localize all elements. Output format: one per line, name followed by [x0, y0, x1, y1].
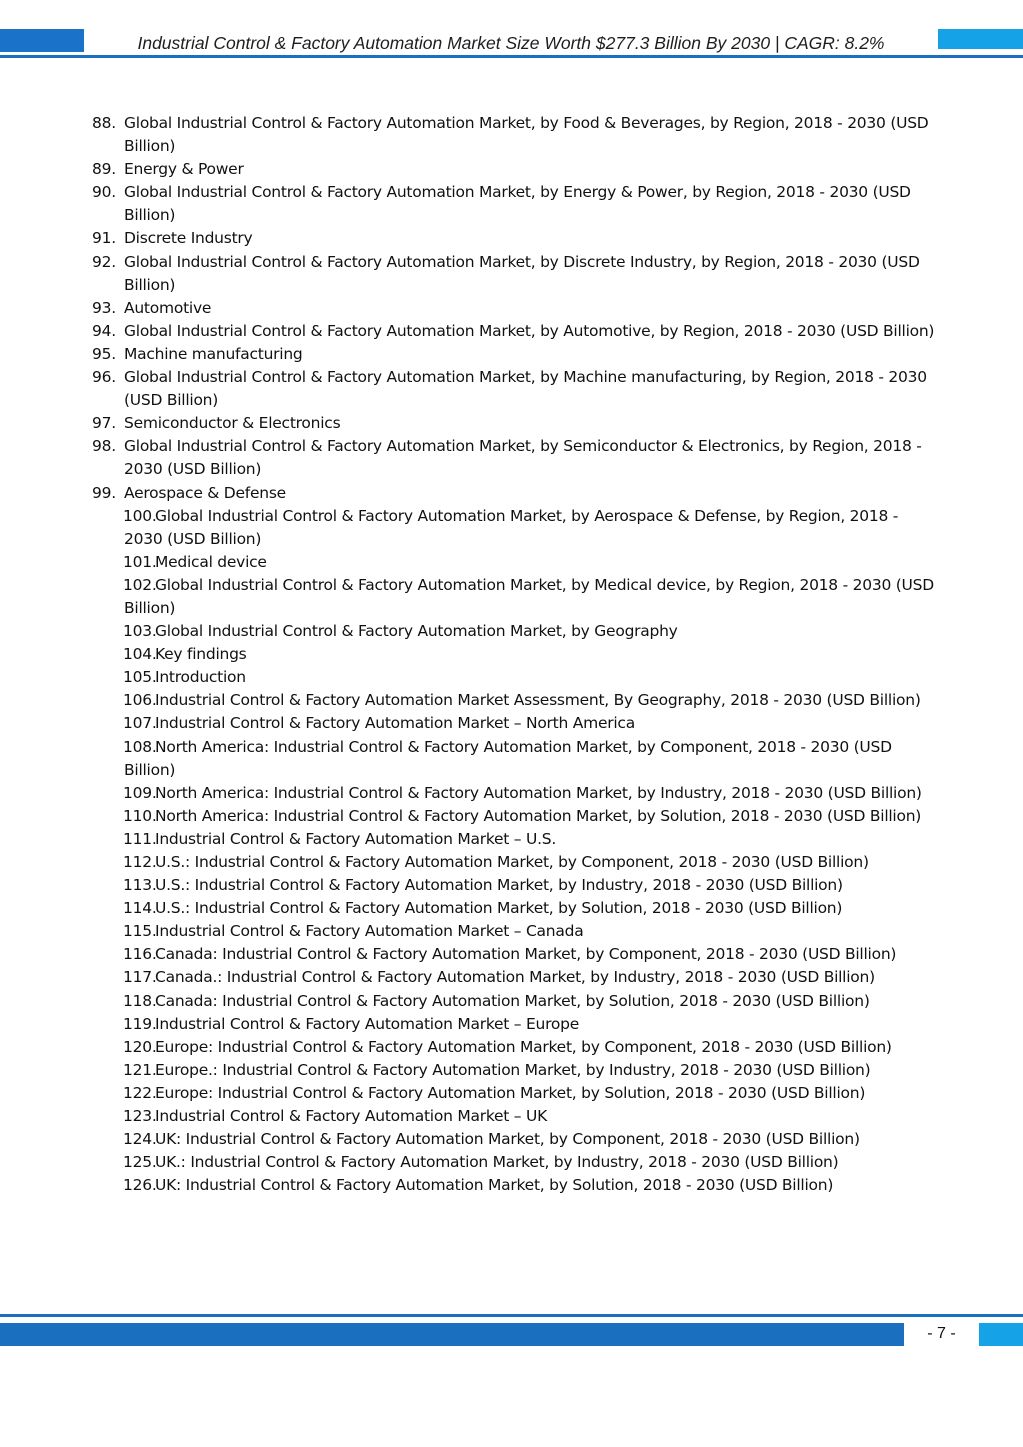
toc-item [92, 620, 937, 643]
toc-item-number: 111. [123, 829, 157, 848]
toc-item [92, 990, 937, 1013]
table-of-contents-list [92, 112, 937, 1197]
toc-item [92, 1128, 937, 1151]
toc-item-number: 108. [123, 737, 157, 756]
toc-item-number: 93. [92, 298, 116, 317]
toc-item-text: Canada: Industrial Control & Factory Automation Market, by Component, 2018 - 2030 (USD Billion) [155, 945, 897, 964]
toc-item-number: 120. [123, 1037, 157, 1056]
toc-item [92, 574, 937, 620]
toc-item-number: 126. [123, 1176, 157, 1195]
toc-item-number: 92. [92, 252, 116, 271]
toc-item-text: U.S.: Industrial Control & Factory Automation Market, by Solution, 2018 - 2030 (USD Billion) [155, 899, 843, 918]
toc-item-text: Energy & Power [124, 160, 244, 179]
toc-item-number: 104. [123, 645, 157, 664]
toc-item [92, 482, 937, 505]
toc-item-text: U.S.: Industrial Control & Factory Automation Market, by Component, 2018 - 2030 (USD Billion) [155, 853, 869, 871]
toc-item [92, 805, 937, 828]
footer-rule [0, 1314, 1023, 1317]
toc-item [92, 343, 937, 366]
toc-item [92, 1105, 937, 1128]
toc-item-number: 116. [123, 945, 157, 964]
toc-item [92, 551, 937, 574]
toc-item-number: 89. [92, 160, 116, 179]
toc-item [92, 1151, 937, 1174]
toc-item-text: Canada: Industrial Control & Factory Automation Market, by Solution, 2018 - 2030 (USD Billion) [155, 991, 870, 1010]
toc-item-number: 94. [92, 321, 116, 340]
toc-item-text: U.S.: Industrial Control & Factory Automation Market, by Industry, 2018 - 2030 (USD Billion) [155, 876, 843, 895]
toc-item-text: Global Industrial Control & Factory Automation Market, by Semiconductor & Electronics, by Region, 2018 - 2030 (USD Billion) [124, 437, 922, 479]
toc-item-number: 109. [123, 783, 157, 802]
toc-item-text: Discrete Industry [124, 229, 253, 248]
toc-item [92, 1013, 937, 1036]
toc-item-text: Industrial Control & Factory Automation Market – Canada [155, 922, 584, 941]
toc-item-number: 114. [123, 899, 157, 918]
toc-item [92, 112, 937, 158]
toc-item [92, 505, 937, 551]
toc-item [92, 320, 937, 343]
toc-item-text: Global Industrial Control & Factory Automation Market, by Energy & Power, by Region, 2018 - 2030 (USD Billion) [124, 183, 911, 225]
toc-item-text: North America: Industrial Control & Factory Automation Market, by Solution, 2018 - 2030 (USD Billion) [155, 806, 922, 825]
toc-item-number: 99. [92, 483, 116, 502]
toc-item [92, 782, 937, 805]
toc-item-text: Machine manufacturing [124, 344, 303, 363]
toc-item-text: Europe: Industrial Control & Factory Automation Market, by Component, 2018 - 2030 (USD Billion) [155, 1037, 892, 1056]
toc-item-text: Industrial Control & Factory Automation Market – UK [155, 1107, 547, 1126]
toc-item-number: 100. [123, 506, 157, 525]
toc-item-text: UK: Industrial Control & Factory Automation Market, by Component, 2018 - 2030 (USD Billion) [155, 1130, 860, 1149]
toc-item [92, 920, 937, 943]
toc-item [92, 158, 937, 181]
toc-item-text: Global Industrial Control & Factory Automation Market, by Machine manufacturing, by Region, 2018 - 2030 (USD Billion) [124, 368, 927, 410]
toc-item-text: UK: Industrial Control & Factory Automation Market, by Solution, 2018 - 2030 (USD Billion) [155, 1176, 834, 1195]
toc-item-text: Global Industrial Control & Factory Automation Market, by Geography [155, 622, 678, 641]
toc-item-text: Global Industrial Control & Factory Automation Market, by Automotive, by Region, 2018 - 2030 (USD Billion) [124, 321, 935, 340]
toc-item-number: 97. [92, 414, 116, 433]
toc-item-text: Europe: Industrial Control & Factory Automation Market, by Solution, 2018 - 2030 (USD Billion) [155, 1083, 866, 1102]
toc-item [92, 712, 937, 735]
toc-item-text: Industrial Control & Factory Automation Market – Europe [155, 1014, 579, 1033]
toc-item-number: 106. [123, 691, 157, 710]
toc-item-text: Canada.: Industrial Control & Factory Automation Market, by Industry, 2018 - 2030 (USD Billion) [155, 968, 875, 987]
toc-item-text: Aerospace & Defense [124, 483, 286, 502]
toc-item-number: 115. [123, 922, 157, 941]
toc-item-number: 122. [123, 1083, 157, 1102]
toc-item [92, 851, 937, 874]
toc-item-text: Europe.: Industrial Control & Factory Automation Market, by Industry, 2018 - 2030 (USD Billion) [155, 1060, 871, 1079]
toc-item-text: Industrial Control & Factory Automation Market – North America [155, 714, 635, 733]
toc-item [92, 1174, 937, 1197]
toc-item-number: 112. [123, 853, 157, 871]
footer-accent-block-right [979, 1323, 1023, 1346]
toc-item-text: Global Industrial Control & Factory Automation Market, by Aerospace & Defense, by Region, 2018 - 2030 (USD Billion) [124, 506, 899, 548]
toc-item [92, 943, 937, 966]
toc-item-text: North America: Industrial Control & Factory Automation Market, by Industry, 2018 - 2030 (USD Billion) [155, 783, 922, 802]
toc-item [92, 181, 937, 227]
toc-item-number: 124. [123, 1130, 157, 1149]
toc-item [92, 966, 937, 989]
toc-item [92, 435, 937, 481]
toc-item [92, 874, 937, 897]
toc-item [92, 828, 937, 851]
toc-item-text: Medical device [155, 552, 267, 571]
toc-item-number: 110. [123, 806, 157, 825]
toc-item [92, 227, 937, 250]
toc-item [92, 412, 937, 435]
page-number: - 7 - [927, 1325, 956, 1342]
toc-item-number: 98. [92, 437, 116, 456]
toc-item-number: 113. [123, 876, 157, 895]
toc-item-number: 103. [123, 622, 157, 641]
toc-item [92, 689, 937, 712]
toc-item [92, 366, 937, 412]
toc-item-text: Industrial Control & Factory Automation Market Assessment, By Geography, 2018 - 2030 (USD Billion) [155, 691, 921, 710]
toc-item-number: 107. [123, 714, 157, 733]
toc-item-number: 95. [92, 344, 116, 363]
footer-bar [0, 1323, 904, 1346]
toc-item-text: Semiconductor & Electronics [124, 414, 341, 433]
toc-item-text: Industrial Control & Factory Automation Market – U.S. [155, 829, 557, 848]
toc-item-number: 117. [123, 968, 157, 987]
toc-item-number: 102. [123, 575, 157, 594]
toc-item-text: Key findings [155, 645, 247, 664]
toc-item [92, 1036, 937, 1059]
toc-item-number: 101. [123, 552, 157, 571]
toc-item-text: Global Industrial Control & Factory Automation Market, by Food & Beverages, by Region, 2018 - 2030 (USD Billion) [124, 114, 929, 156]
toc-item-number: 121. [123, 1060, 157, 1079]
toc-item-number: 118. [123, 991, 157, 1010]
header-rule [0, 55, 1023, 58]
toc-item [92, 297, 937, 320]
toc-item [92, 643, 937, 666]
toc-item-number: 96. [92, 368, 116, 387]
toc-item-number: 90. [92, 183, 116, 202]
toc-item-number: 125. [123, 1153, 157, 1172]
toc-item [92, 666, 937, 689]
toc-item-number: 91. [92, 229, 116, 248]
toc-item-text: UK.: Industrial Control & Factory Automation Market, by Industry, 2018 - 2030 (USD Billion) [155, 1153, 839, 1172]
toc-item [92, 251, 937, 297]
toc-item-number: 119. [123, 1014, 157, 1033]
toc-item [92, 736, 937, 782]
toc-item-number: 88. [92, 114, 116, 132]
toc-item [92, 1082, 937, 1105]
header-accent-block-right [938, 29, 1023, 49]
toc-item [92, 897, 937, 920]
toc-item-text: Introduction [155, 668, 246, 687]
toc-item-number: 123. [123, 1107, 157, 1126]
toc-item-text: Automotive [124, 298, 212, 317]
toc-item [92, 1059, 937, 1082]
toc-item-text: North America: Industrial Control & Factory Automation Market, by Component, 2018 - 2030 (USD Billion) [124, 737, 892, 779]
toc-item-text: Global Industrial Control & Factory Automation Market, by Medical device, by Region, 2018 - 2030 (USD Billion) [124, 575, 934, 617]
page-header-title: Industrial Control & Factory Automation Market Size Worth $277.3 Billion By 2030 | CAGR: 8.2% [137, 33, 885, 53]
toc-item-number: 105. [123, 668, 157, 687]
toc-item-text: Global Industrial Control & Factory Automation Market, by Discrete Industry, by Region, 2018 - 2030 (USD Billion) [124, 252, 920, 294]
header-accent-block-left [0, 29, 84, 52]
